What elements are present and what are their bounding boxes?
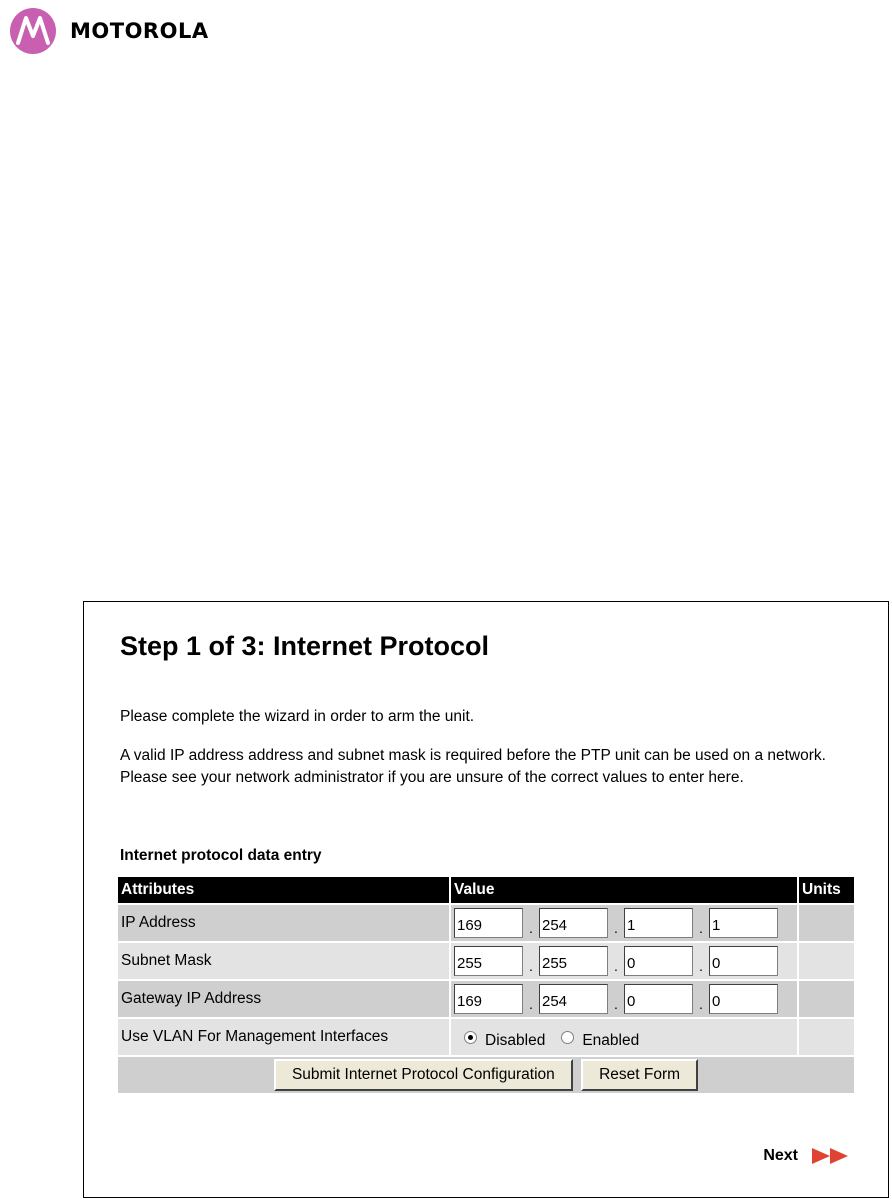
header-value: Value: [451, 877, 797, 903]
subnet-mask-octet-1[interactable]: [454, 946, 523, 976]
ip-address-octet-2[interactable]: [539, 908, 608, 938]
vlan-radio-group: [454, 1028, 794, 1049]
octet-separator: .: [614, 958, 618, 974]
subnet-mask-octet-4[interactable]: [709, 946, 778, 976]
motorola-logo-icon: [10, 8, 56, 54]
table-caption: Internet protocol data entry: [120, 847, 322, 864]
table-row-gateway: [118, 981, 854, 1017]
button-row: [118, 1057, 854, 1093]
ip-address-octet-1[interactable]: [454, 908, 523, 938]
subnet-mask-octet-3[interactable]: [624, 946, 693, 976]
vlan-disabled-radio[interactable]: [464, 1031, 477, 1044]
octet-separator: .: [614, 996, 618, 1012]
submit-ip-config-button[interactable]: Submit Internet Protocol Configuration: [274, 1059, 573, 1091]
note-text: A valid IP address address and subnet mask is required before the PTP unit can be used on a network. Please see your network administrator if you are unsure of the correct values to enter here.: [120, 747, 826, 786]
row-label: Use VLAN For Management Interfaces: [118, 1019, 449, 1055]
units-cell: [799, 943, 854, 979]
next-label[interactable]: Next: [763, 1147, 798, 1164]
table-header-row: [118, 877, 854, 903]
value-cell: [451, 943, 797, 979]
double-chevron-right-icon[interactable]: [812, 1148, 850, 1164]
units-cell: [799, 905, 854, 941]
octet-separator: .: [699, 920, 703, 936]
gateway-octet-3[interactable]: [624, 984, 693, 1014]
ip-data-entry-table: [116, 875, 856, 1095]
page-title: Step 1 of 3: Internet Protocol: [120, 631, 490, 661]
row-label: Gateway IP Address: [118, 981, 449, 1017]
value-cell: [451, 1019, 797, 1055]
ip-address-octet-4[interactable]: [709, 908, 778, 938]
units-cell: [799, 1019, 854, 1055]
octet-separator: .: [699, 958, 703, 974]
next-link[interactable]: [763, 1147, 850, 1165]
vlan-disabled-label[interactable]: Disabled: [485, 1032, 546, 1049]
ip-address-octet-3[interactable]: [624, 908, 693, 938]
table-row-vlan: [118, 1019, 854, 1055]
octet-separator: .: [614, 920, 618, 936]
vlan-enabled-label[interactable]: Enabled: [582, 1032, 640, 1049]
header-units: Units: [799, 877, 854, 903]
vlan-enabled-radio[interactable]: [561, 1031, 574, 1044]
octet-separator: .: [529, 920, 533, 936]
octet-separator: .: [529, 996, 533, 1012]
octet-separator: .: [699, 996, 703, 1012]
intro-text: Please complete the wizard in order to arm the unit.: [120, 708, 475, 725]
table-row-ip-address: [118, 905, 854, 941]
gateway-octet-2[interactable]: [539, 984, 608, 1014]
row-label: IP Address: [118, 905, 449, 941]
header-attributes: Attributes: [118, 877, 449, 903]
reset-form-button[interactable]: Reset Form: [581, 1059, 698, 1091]
value-cell: [451, 981, 797, 1017]
value-cell: [451, 905, 797, 941]
brand-header: [10, 7, 209, 55]
motorola-wordmark: MOTOROLA: [70, 19, 209, 43]
gateway-octet-4[interactable]: [709, 984, 778, 1014]
wizard-panel: [83, 601, 889, 1198]
units-cell: [799, 981, 854, 1017]
table-row-subnet-mask: [118, 943, 854, 979]
button-cell: [118, 1057, 854, 1093]
octet-separator: .: [529, 958, 533, 974]
subnet-mask-octet-2[interactable]: [539, 946, 608, 976]
gateway-octet-1[interactable]: [454, 984, 523, 1014]
row-label: Subnet Mask: [118, 943, 449, 979]
